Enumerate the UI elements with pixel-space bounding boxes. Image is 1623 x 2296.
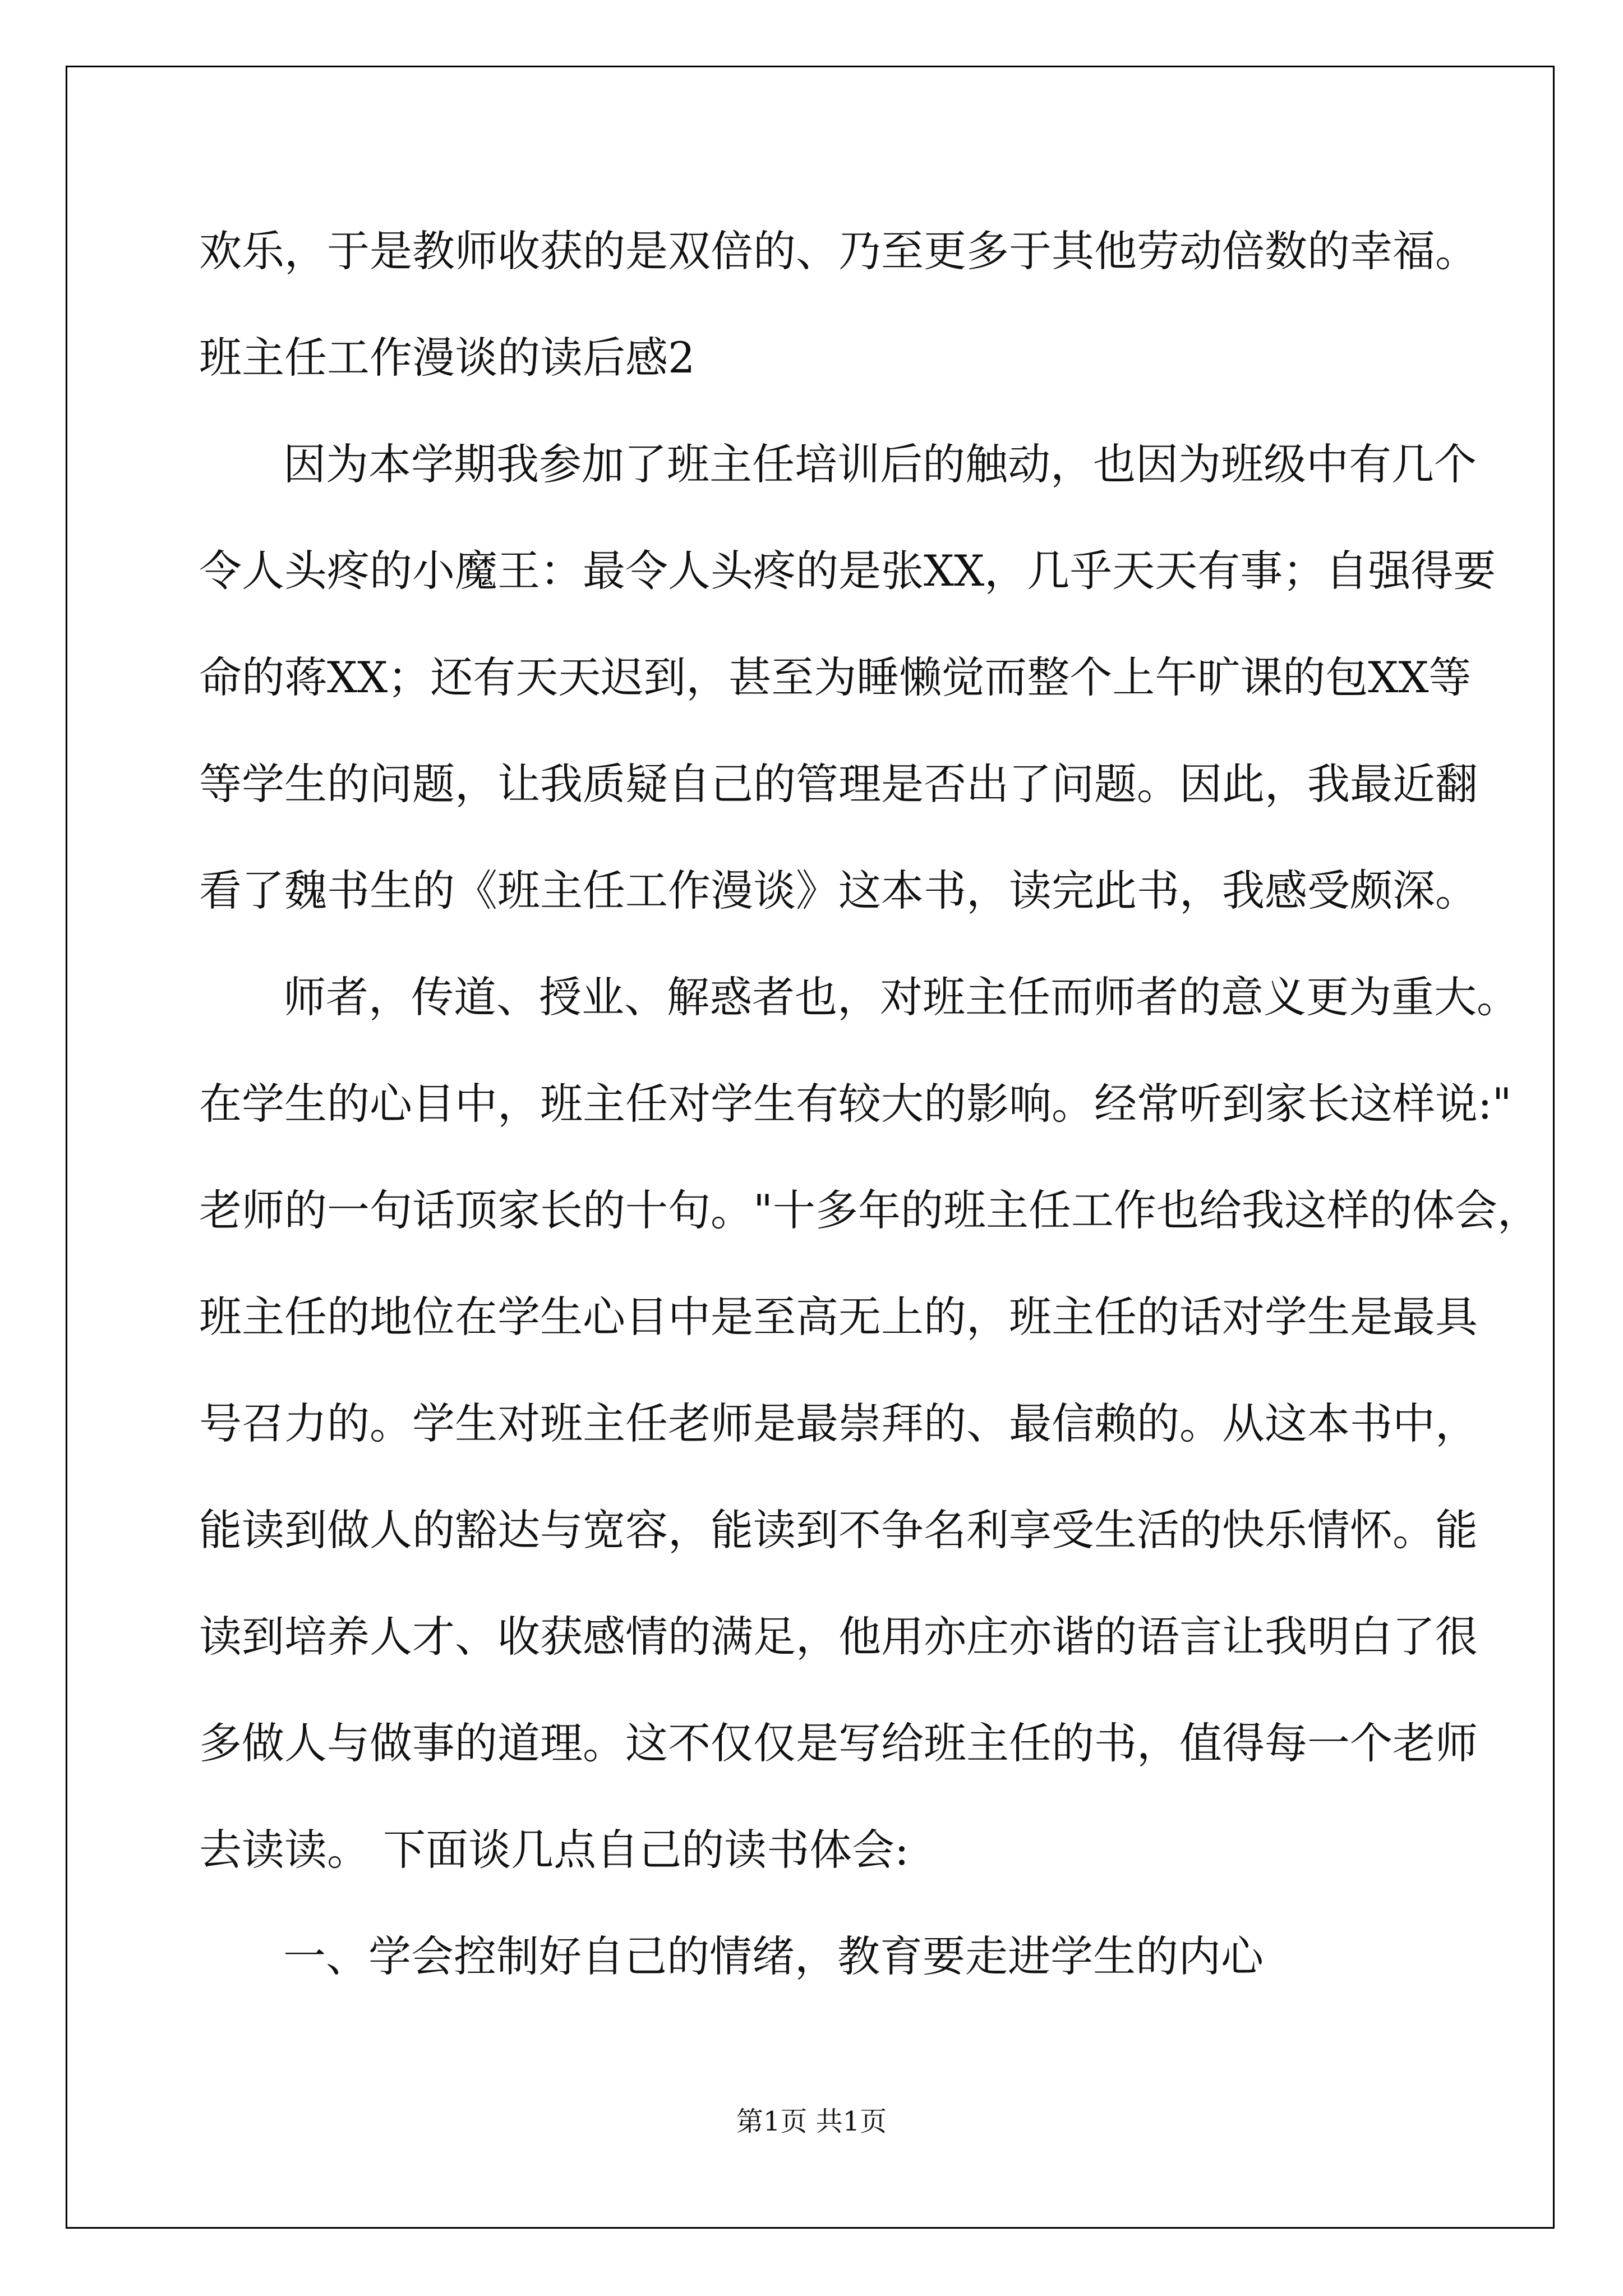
paragraph-line: 看了魏书生的《班主任工作漫谈》这本书，读完此书，我感受颇深。	[199, 866, 1478, 915]
paragraph-line: 在学生的心目中，班主任对学生有较大的影响。经常听到家长这样说:"	[199, 1079, 1512, 1129]
subheading-line: 一、学会控制好自己的情绪，教育要走进学生的内心	[283, 1931, 1264, 1981]
paragraph-line: 命的蒋XX；还有天天迟到，甚至为睡懒觉而整个上午旷课的包XX等	[199, 652, 1472, 702]
paragraph-line: 等学生的问题，让我质疑自己的管理是否出了问题。因此，我最近翻	[199, 759, 1478, 809]
paragraph-line: 多做人与做事的道理。这不仅仅是写给班主任的书，值得每一个老师	[199, 1718, 1478, 1768]
paragraph-line: 能读到做人的豁达与宽容，能读到不争名利享受生活的快乐情怀。能	[199, 1505, 1478, 1555]
page-number-footer: 第1页 共1页	[736, 2106, 887, 2137]
paragraph-line: 班主任的地位在学生心目中是至高无上的，班主任的话对学生是最具	[199, 1292, 1478, 1342]
paragraph-line: 因为本学期我参加了班主任培训后的触动，也因为班级中有几个	[283, 439, 1477, 489]
page-frame	[66, 66, 1555, 2229]
section-heading: 班主任工作漫谈的读后感2	[199, 333, 695, 383]
paragraph-line: 读到培养人才、收获感情的满足，他用亦庄亦谐的语言让我明白了很	[199, 1612, 1478, 1662]
paragraph-line: 号召力的。学生对班主任老师是最崇拜的、最信赖的。从这本书中，	[199, 1398, 1478, 1448]
paragraph-line: 令人头疼的小魔王：最令人头疼的是张XX，几乎天天有事；自强得要	[199, 546, 1496, 596]
paragraph-line: 师者，传道、授业、解惑者也，对班主任而师者的意义更为重大。	[283, 972, 1519, 1022]
paragraph-line: 老师的一句话顶家长的十句。"十多年的班主任工作也给我这样的体会，	[199, 1185, 1540, 1235]
paragraph-line: 欢乐，于是教师收获的是双倍的、乃至更多于其他劳动倍数的幸福。	[199, 226, 1478, 276]
paragraph-line: 去读读。 下面谈几点自己的读书体会:	[199, 1825, 909, 1875]
